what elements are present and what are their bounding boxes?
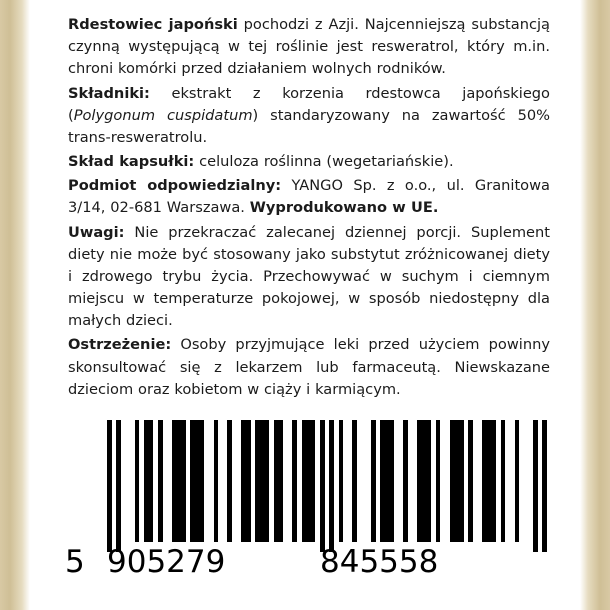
barcode-bar [116,420,121,552]
paragraph-intro [68,14,550,81]
barcode-bar [468,420,473,542]
barcode-left-group: 905279 [107,544,226,580]
barcode-bar [302,420,316,542]
barcode-bar [227,420,232,542]
paragraph-ostrzezenie [68,334,550,401]
uwagi-heading: Uwagi: [68,223,125,241]
intro-lead: Rdestowiec japoński [68,16,238,33]
barcode-right-group: 845558 [320,544,439,580]
barcode-bar [144,420,153,542]
uwagi-body: Nie przekraczać zalecanej dziennej porcji. Suplement diety nie może być stosowany jako substytut zróżnicowanej diety i zdrowego trybu życia. Przechowywać w suchym i ciemnym miejscu w temperaturze pokojowej, w sposób niedostępny dla małych dzieci. [68,223,550,330]
ostrzezenie-body: Osoby przyjmujące leki przed użyciem powinny skonsultować się z lekarzem lub farmaceutą. Niewskazane dzieciom oraz kobietom w ciąży i karmiącym. [68,336,550,398]
podmiot-body: YANGO Sp. z o.o., ul. Granitowa 3/14, 02-681 Warszawa. [68,177,550,217]
barcode-bar [214,420,219,542]
barcode-bar [450,420,464,542]
intro-body: pochodzi z Azji. Najcenniejszą substancją czynną występującą w tej roślinie jest resweratrol, który m.in. chroni komórki przed działaniem wolnych rodników. [68,16,550,78]
paragraph-skladniki [68,83,550,150]
barcode-bar [482,420,496,542]
barcode-bars [107,420,547,542]
sklad-kapsulki-body: celuloza roślinna (wegetariańskie). [194,153,454,171]
skladniki-heading: Składniki: [68,84,150,102]
barcode-bar [255,420,269,542]
barcode-bar [190,420,204,542]
barcode-bar [436,420,441,542]
paragraph-podmiot [68,175,550,219]
barcode-bar [380,420,394,542]
barcode-bar [352,420,357,542]
barcode-bar [172,420,186,542]
barcode-bar [417,420,431,542]
barcode-bar [241,420,250,542]
podmiot-origin: Wyprodukowano w UE. [249,199,439,217]
skladniki-body-2: ) standaryzowany na zawartość 50% trans-resweratrolu. [68,106,550,146]
barcode-bar [320,420,325,552]
barcode-bar [515,420,520,542]
barcode-bar [107,420,112,552]
sklad-kapsulki-heading: Skład kapsułki: [68,153,195,171]
paragraph-uwagi [68,222,550,333]
barcode [65,420,590,590]
barcode-bar [371,420,376,542]
barcode-digits [65,544,555,580]
barcode-bar [158,420,163,542]
barcode-bar [403,420,408,542]
barcode-bar [274,420,283,542]
paragraph-sklad-kapsulki [68,151,550,173]
podmiot-heading: Podmiot odpowiedzialny: [68,177,282,195]
barcode-lead-digit: 5 [65,544,85,580]
skladniki-latin-name: Polygonum cuspidatum [73,106,253,124]
barcode-bar [329,420,334,552]
barcode-bar [501,420,506,542]
label-text-block [68,14,550,403]
ostrzezenie-heading: Ostrzeżenie: [68,336,172,354]
skladniki-body-1: ekstrakt z korzenia rdestowca japońskiego ( [68,84,550,124]
barcode-bar [542,420,547,552]
barcode-bar [292,420,297,542]
label-paper [30,0,580,610]
barcode-bar [339,420,344,542]
barcode-bar [533,420,538,552]
barcode-bar [135,420,140,542]
